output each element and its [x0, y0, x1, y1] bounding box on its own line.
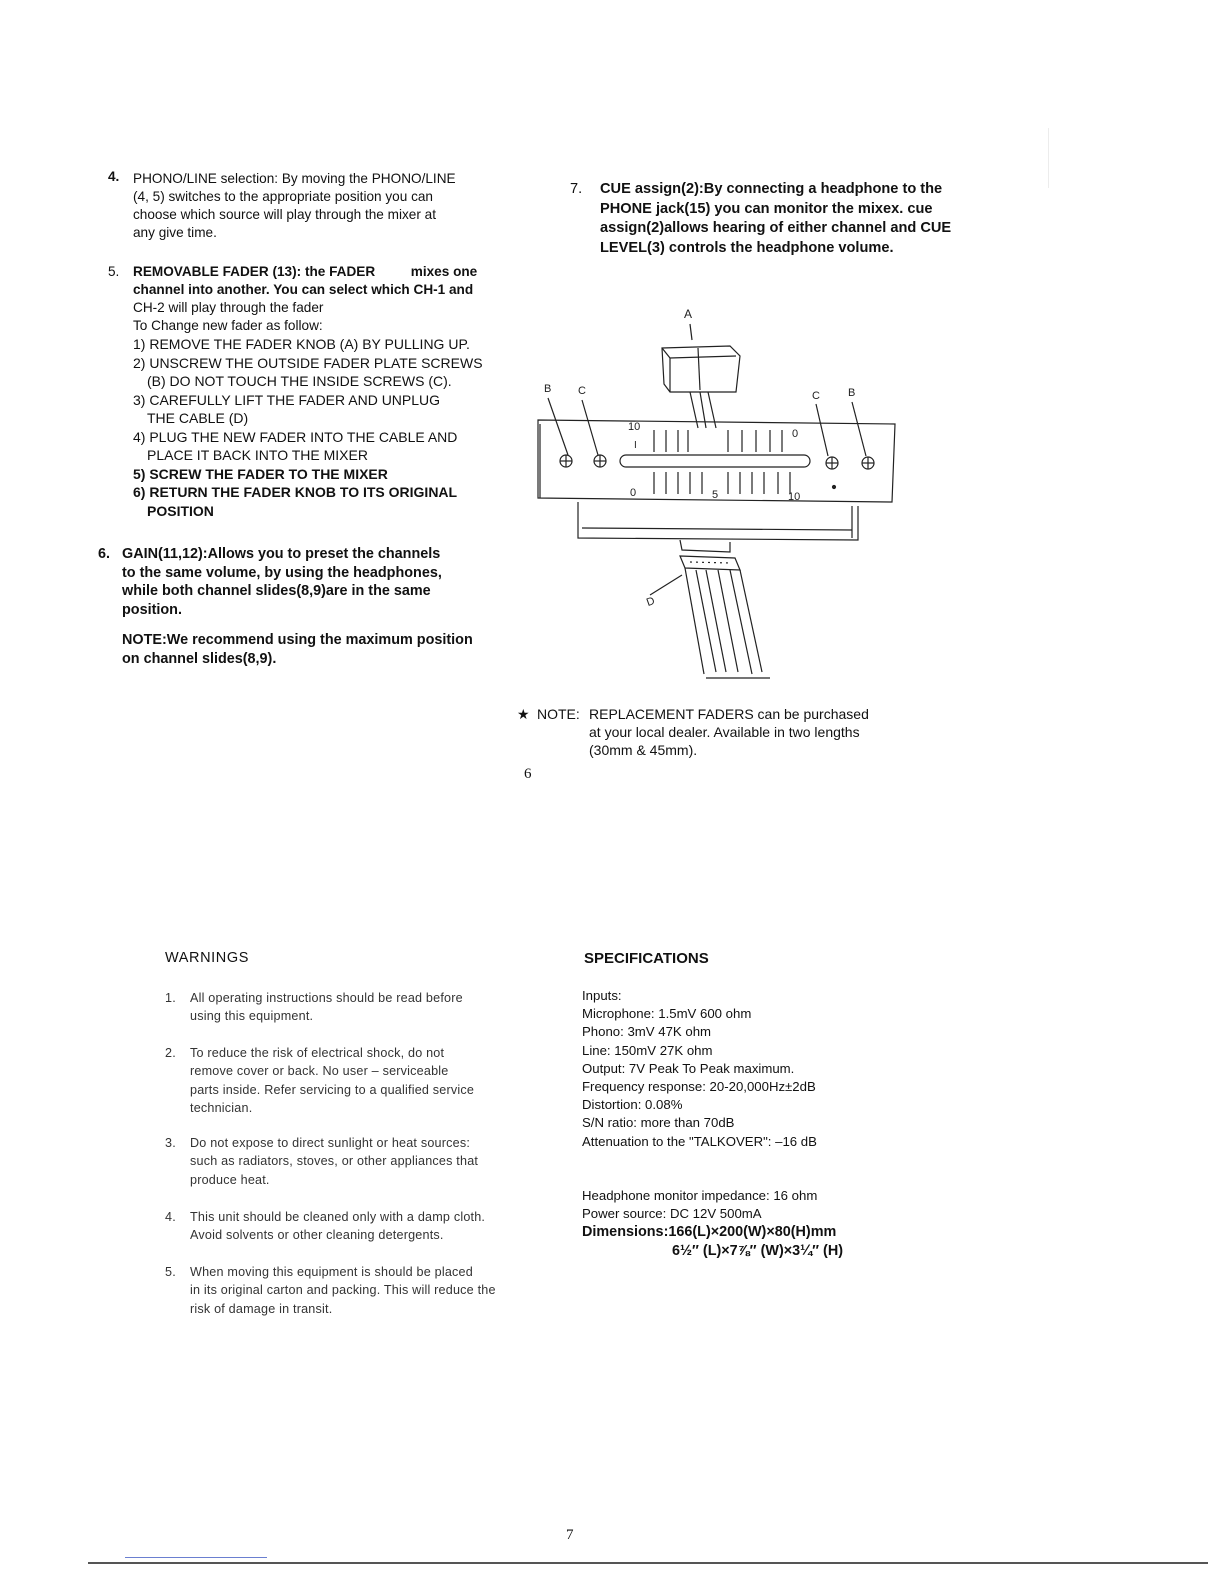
- item-6-number: 6.: [98, 546, 111, 562]
- fader-diagram: [530, 300, 910, 690]
- spec-dimensions-imperial: 6½″ (L)×7⅞″ (W)×3¼″ (H): [672, 1242, 844, 1259]
- item-7-line: CUE assign(2):By connecting a headphone to the: [600, 181, 943, 197]
- label-c-right: C: [812, 390, 820, 402]
- warning-line: Avoid solvents or other cleaning detergents.: [190, 1228, 444, 1243]
- warning-number: 3.: [165, 1136, 176, 1150]
- spec-line: Power source: DC 12V 500mA: [582, 1206, 762, 1222]
- warning-number: 5.: [165, 1265, 176, 1279]
- scan-edge-mark: [1048, 128, 1049, 188]
- scale-bottom-right: 10: [788, 491, 801, 503]
- warning-number: 2.: [165, 1046, 176, 1060]
- warning-line: risk of damage in transit.: [190, 1301, 333, 1316]
- label-a: A: [684, 307, 693, 321]
- fader-step: (B) DO NOT TOUCH THE INSIDE SCREWS (C).: [147, 373, 452, 389]
- item-6-note: on channel slides(8,9).: [122, 650, 277, 667]
- note-line: REPLACEMENT FADERS can be purchased: [589, 706, 869, 722]
- replacement-note: [517, 705, 917, 759]
- spec-group-2: [582, 1187, 843, 1260]
- warning-item: [165, 1208, 540, 1245]
- spec-line: Output: 7V Peak To Peak maximum.: [582, 1060, 795, 1076]
- warning-item: [165, 989, 540, 1026]
- item-5-number: 5.: [108, 264, 120, 279]
- item-6-line: to the same volume, by using the headphones,: [122, 564, 442, 581]
- page-number-top: 6: [524, 766, 532, 782]
- item-4-line: choose which source will play through the mixer at: [133, 207, 436, 222]
- spec-line: Microphone: 1.5mV 600 ohm: [582, 1006, 752, 1022]
- fader-step: 2) UNSCREW THE OUTSIDE FADER PLATE SCREWS: [133, 354, 483, 371]
- item-4-number: 4.: [108, 169, 120, 184]
- warning-line: produce heat.: [190, 1172, 270, 1187]
- item-6-line: GAIN(11,12):Allows you to preset the channels: [122, 546, 441, 562]
- fader-knob: [662, 346, 740, 428]
- scale-top-right: 0: [792, 428, 799, 440]
- warning-item: [165, 1134, 540, 1189]
- fader-step: 1) REMOVE THE FADER KNOB (A) BY PULLING UP.: [133, 336, 470, 352]
- fader-cable: [650, 568, 770, 678]
- item-5-heading: REMOVABLE FADER (13): the FADER: [133, 264, 376, 279]
- fader-step: 4) PLUG THE NEW FADER INTO THE CABLE AND: [133, 428, 458, 445]
- item-4-line: any give time.: [133, 225, 217, 240]
- warning-item: [165, 1263, 540, 1318]
- warning-line: parts inside. Refer servicing to a qualified service: [190, 1082, 475, 1097]
- label-b-left: B: [544, 383, 552, 395]
- star-icon: ★: [517, 706, 530, 722]
- spec-line: Frequency response: 20-20,000Hz±2dB: [582, 1079, 816, 1095]
- fader-step: 3) CAREFULLY LIFT THE FADER AND UNPLUG: [133, 391, 441, 408]
- fader-step: POSITION: [147, 502, 214, 519]
- item-4: [108, 170, 498, 242]
- warning-line: in its original carton and packing. This will reduce the: [190, 1283, 496, 1298]
- item-5: [108, 263, 498, 520]
- item-6-line: while both channel slides(8,9)are in the same: [122, 583, 431, 599]
- spec-line: Attenuation to the "TALKOVER": –16 dB: [582, 1133, 817, 1149]
- item-6-line: position.: [122, 601, 182, 618]
- warning-line: When moving this equipment is should be placed: [190, 1265, 473, 1279]
- warning-line: All operating instructions should be read before: [190, 991, 463, 1005]
- scale-bottom-left: 0: [630, 487, 637, 499]
- item-7-number: 7.: [570, 181, 583, 197]
- fader-step: 5) SCREW THE FADER TO THE MIXER: [133, 465, 388, 482]
- warning-item: [165, 1044, 540, 1117]
- item-7-line: assign(2)allows hearing of either channel and CUE: [600, 220, 952, 236]
- spec-line: Inputs:: [582, 988, 622, 1003]
- label-c-left: C: [578, 385, 586, 397]
- label-b-right: B: [848, 387, 856, 399]
- warning-line: Do not expose to direct sunlight or heat sources:: [190, 1136, 471, 1150]
- item-5-line: channel into another. You can select which CH-1 and: [133, 282, 474, 297]
- item-5-heading-tail: mixes one: [410, 264, 478, 279]
- item-5-line: To Change new fader as follow:: [133, 318, 323, 333]
- spec-line: Headphone monitor impedance: 16 ohm: [582, 1188, 818, 1203]
- page-number-bottom: 7: [566, 1527, 574, 1543]
- bottom-rule-accent: [125, 1557, 267, 1558]
- spec-line: Distortion: 0.08%: [582, 1097, 683, 1113]
- warning-line: To reduce the risk of electrical shock, do not: [190, 1046, 445, 1060]
- item-7: [570, 180, 1000, 258]
- fader-step: THE CABLE (D): [147, 410, 249, 426]
- warning-number: 1.: [165, 991, 176, 1005]
- warning-line: technician.: [190, 1100, 253, 1115]
- spec-group-1: [582, 987, 817, 1151]
- item-6: [98, 545, 518, 668]
- item-4-line: PHONO/LINE selection: By moving the PHONO/LINE: [133, 171, 456, 186]
- fader-step: PLACE IT BACK INTO THE MIXER: [147, 447, 368, 463]
- warning-line: using this equipment.: [190, 1009, 314, 1024]
- item-5-line: CH-2 will play through the fader: [133, 300, 324, 315]
- spec-line: Line: 150mV 27K ohm: [582, 1042, 713, 1058]
- item-7-line: LEVEL(3) controls the headphone volume.: [600, 239, 894, 256]
- spec-line: S/N ratio: more than 70dB: [582, 1115, 735, 1131]
- note-line: at your local dealer. Available in two lengths: [589, 724, 860, 740]
- warnings-title: WARNINGS: [165, 950, 250, 966]
- item-7-line: PHONE jack(15) you can monitor the mixex. cue: [600, 200, 933, 217]
- spec-dimensions-metric: Dimensions:166(L)×200(W)×80(H)mm: [582, 1224, 837, 1241]
- fader-body: [578, 502, 858, 570]
- warning-line: such as radiators, stoves, or other appliances that: [190, 1154, 479, 1169]
- warning-line: remove cover or back. No user – serviceable: [190, 1064, 449, 1079]
- scale-bottom-mid: 5: [712, 489, 719, 501]
- label-d: D: [644, 594, 657, 609]
- bottom-rule: [88, 1562, 1208, 1564]
- note-label: NOTE:: [537, 706, 580, 722]
- warning-number: 4.: [165, 1210, 176, 1224]
- item-6-note: NOTE:We recommend using the maximum position: [122, 632, 473, 648]
- scale-top-mid: I: [634, 440, 637, 451]
- specifications-title: SPECIFICATIONS: [584, 950, 709, 967]
- note-line: (30mm & 45mm).: [589, 742, 698, 758]
- scale-top-left: 10: [628, 421, 641, 433]
- warning-line: This unit should be cleaned only with a damp cloth.: [190, 1210, 486, 1224]
- item-4-line: (4, 5) switches to the appropriate position you can: [133, 189, 433, 204]
- spec-line: Phono: 3mV 47K ohm: [582, 1024, 712, 1040]
- fader-step: 6) RETURN THE FADER KNOB TO ITS ORIGINAL: [133, 484, 458, 500]
